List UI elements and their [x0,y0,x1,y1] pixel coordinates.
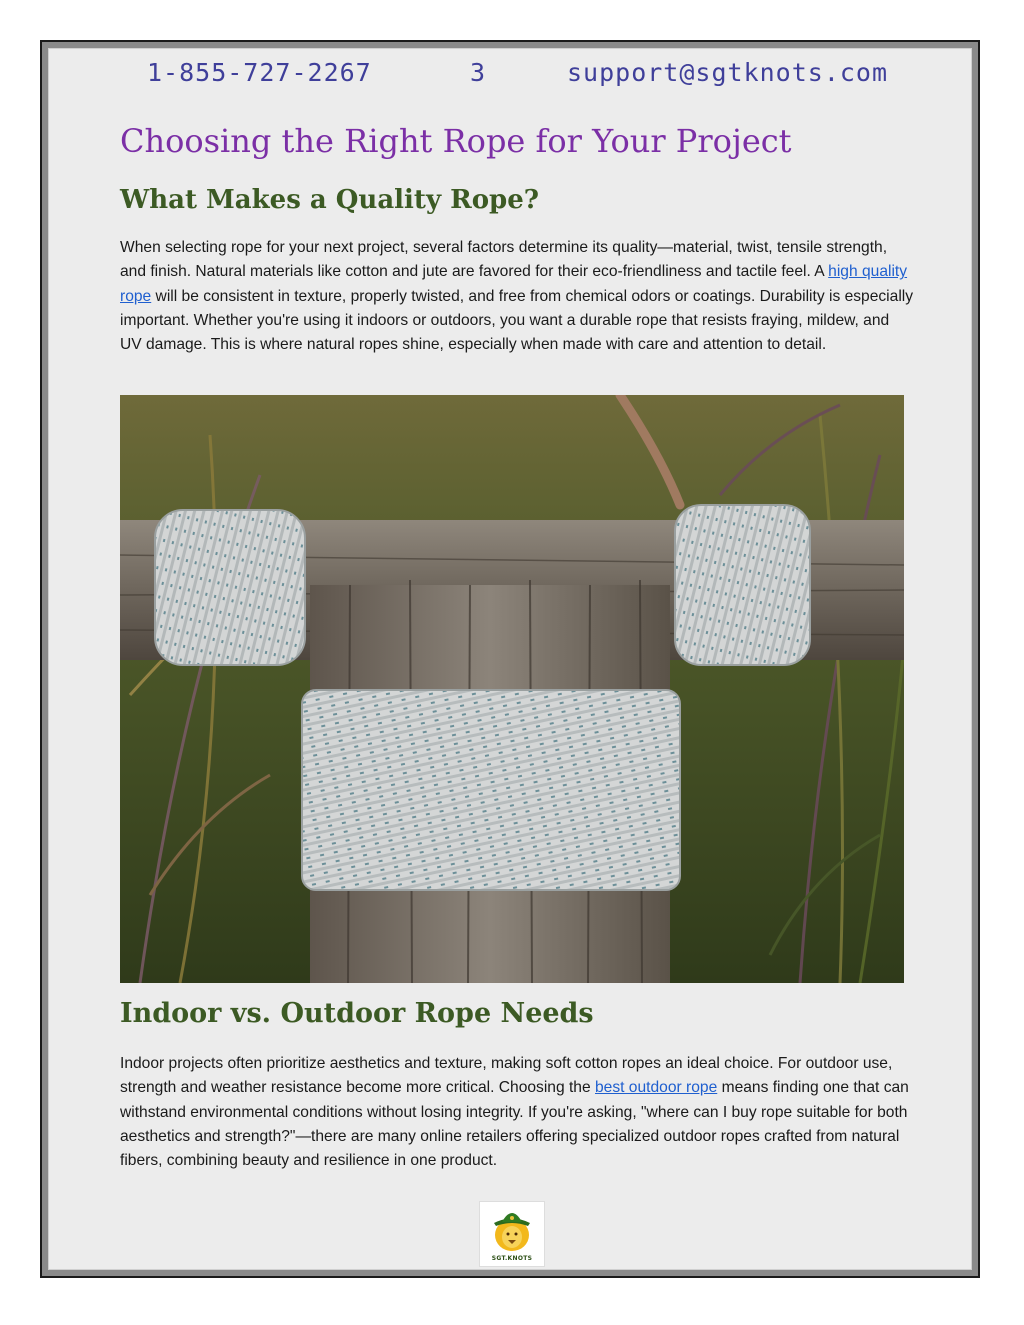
high-quality-rope-link[interactable]: high quality rope [120,263,908,305]
section-heading-quality: What Makes a Quality Rope? [120,185,540,215]
sgt-knots-logo [479,1201,545,1267]
logo-text: SGT.KNOTS [491,1255,533,1262]
header-page-number: 3 [470,58,487,87]
rope-fence-photo [120,395,904,983]
paragraph-indoor-outdoor-text-1: Indoor projects often prioritize aesthetics and texture, making soft cotton ropes an ideal choice. For outdoor use, strength and weather resistance become more critical. Choosing the [120,1055,893,1097]
paragraph-quality [120,236,915,357]
paragraph-indoor-outdoor-text-2: means finding one that can withstand environmental conditions without losing integrity. If you're asking, "where can I buy rope suitable for both aesthetics and strength?"—there are many online retailers offering specialized outdoor ropes crafted from natural fibers, combining beauty and resilience in one product. [120,1079,909,1170]
page-header [0,58,1024,98]
best-outdoor-rope-link[interactable]: best outdoor rope [595,1079,718,1097]
section-heading-indoor-outdoor: Indoor vs. Outdoor Rope Needs [120,998,594,1029]
paragraph-quality-text-1: When selecting rope for your next project, several factors determine its quality—material, twist, tensile strength, and finish. Natural materials like cotton and jute are favored for their eco-friendliness and tactile feel. A [120,239,888,281]
paragraph-indoor-outdoor [120,1052,915,1173]
paragraph-quality-text-2: will be consistent in texture, properly twisted, and free from chemical odors or coatings. Durability is especially important. Whether you're using it indoors or outdoors, you want a durable rope that resists fraying, mildew, and UV damage. This is where natural ropes shine, especially when made with care and attention to detail. [120,287,914,354]
lion-icon [480,1202,544,1256]
page-title: Choosing the Right Rope for Your Project [120,122,792,160]
header-phone: 1-855-727-2267 [147,58,372,87]
header-email: support@sgtknots.com [567,58,889,87]
